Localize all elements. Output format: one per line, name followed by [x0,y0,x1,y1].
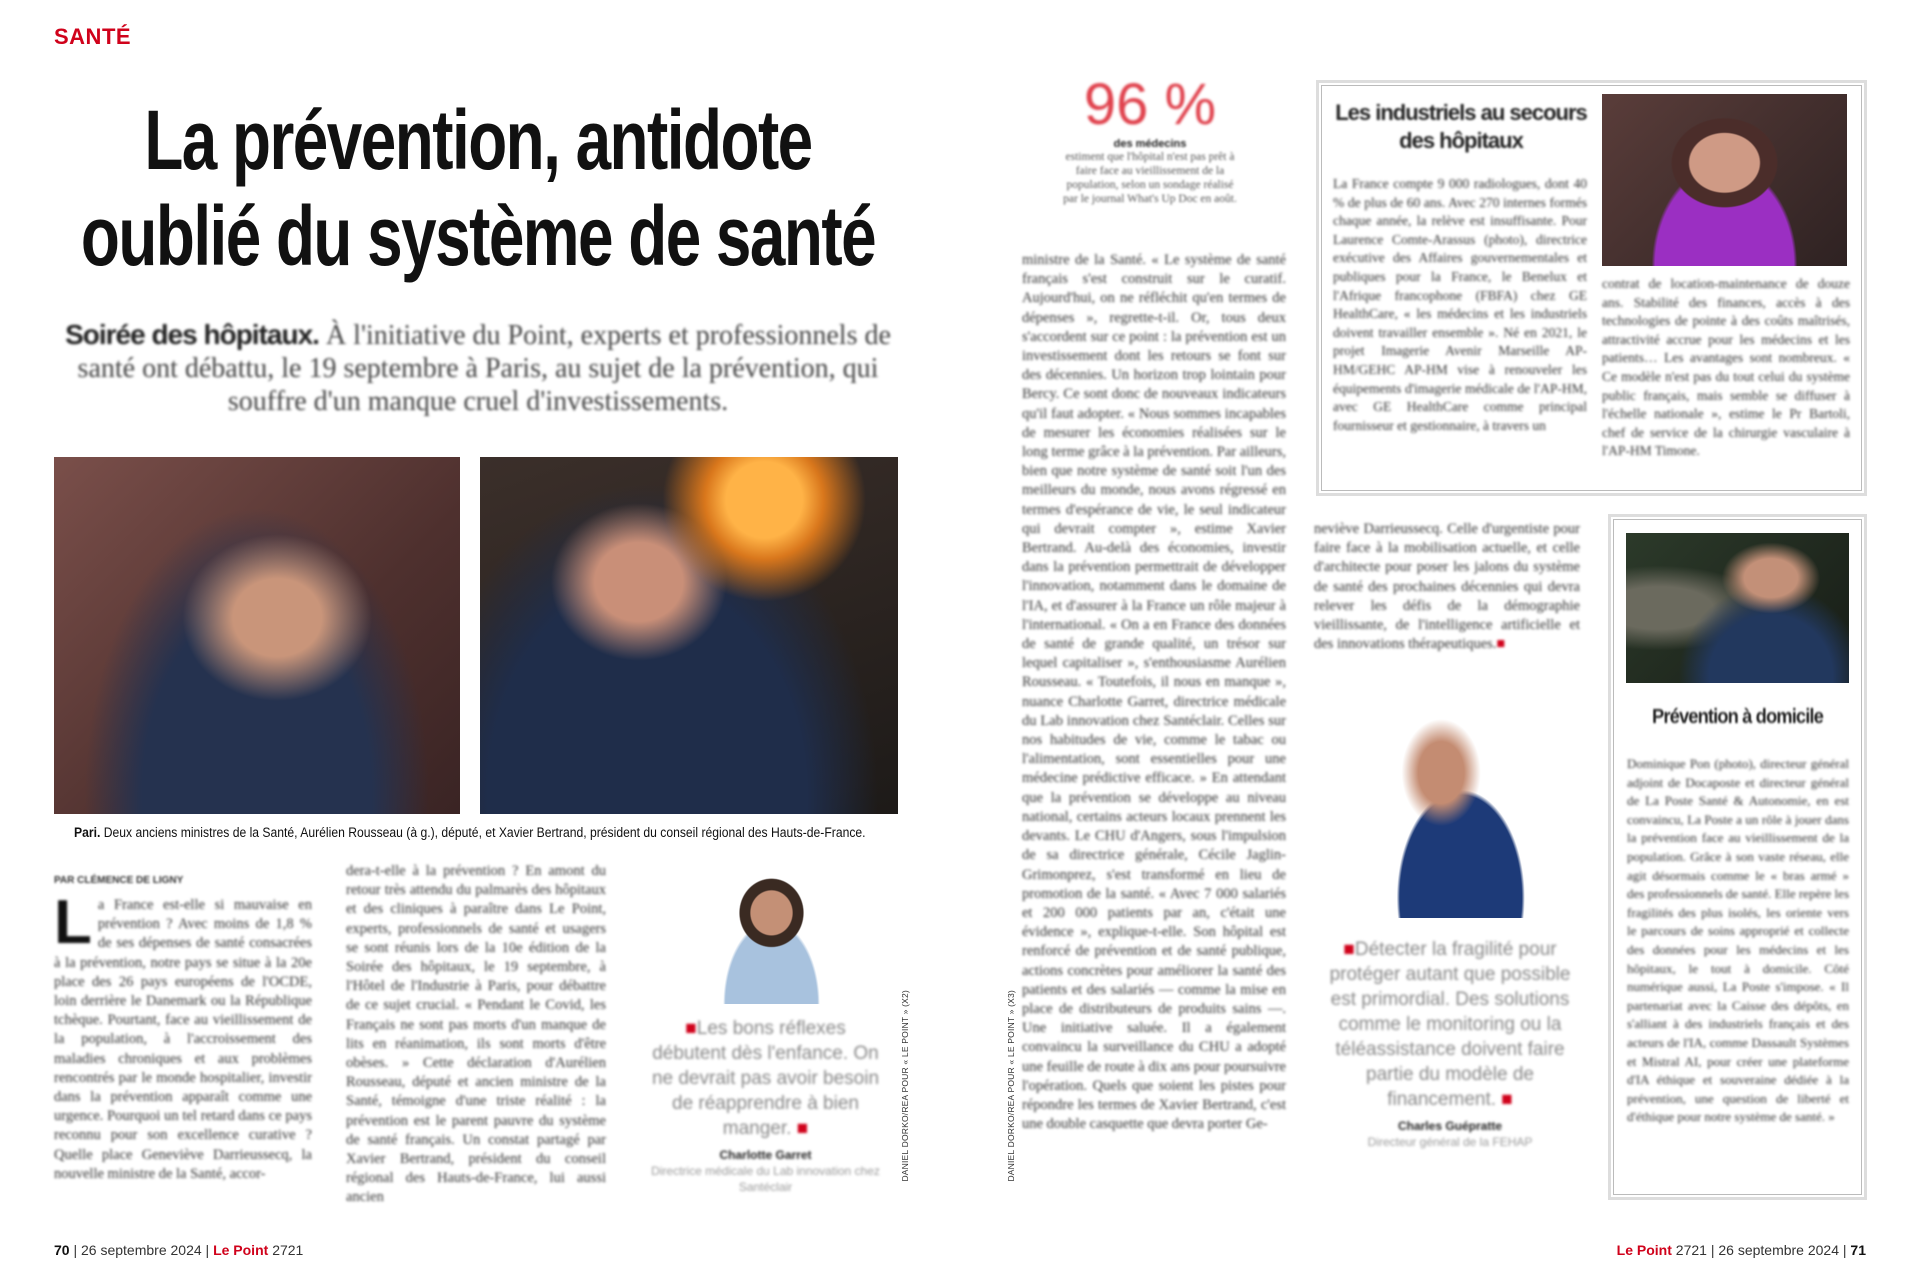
end-mark-icon: ■ [1496,636,1506,653]
folio-left: 70 | 26 septembre 2024 | Le Point 2721 [54,1242,304,1258]
byline: PAR CLÉMENCE DE LIGNY [54,875,184,886]
article-column-1 [54,875,312,1184]
sidebar-heading: Prévention à domicile [1652,706,1823,728]
page-number: 71 [1850,1242,1866,1258]
article-column-3: ministre de la Santé. « Le système de santé français s'est construit sur le curatif. Aujourd'hui, on ne réfléchit qu'en termes de dépenses », regrette-t-il. Or, tous deux s'accordent sur ce point : la prévention est un investissement dont les retours se font sur des décennies. Un horizon trop lointain pour Bercy. Ce sont donc de nouveaux indicateurs qu'il faut adopter. « Nous sommes incapables de mesurer les économies réalisées sur le long terme grâce à la prévention. Par ailleurs, bien que notre système de santé soit l'un des meilleurs du monde, nous avons régressé en termes d'espérance de vie, le seul indicateur qui devrait compter », estime Xavier Bertrand. Au-delà des économies, investir dans la prévention permettrait de développer l'innovation, notamment dans le domaine de l'IA, et d'assurer à la France un rôle majeur à l'international. « On a en France des données de santé de grande qualité, un trésor sur lequel capitaliser », s'enthousiasme Aurélien Rousseau. « Toutefois, il nous en manque », nuance Charlotte Garret, directrice médicale du Lab innovation chez Santéclair. Celles sur nos habitudes de vie, comme le tabac ou l'alimentation, sont essentielles pour une médecine prédictive efficace. » En attendant que la prévention se développe au niveau national, certains acteurs locaux prennent les devants. Le CHU d'Angers, sous l'impulsion de sa directrice générale, Cécile Jaglin-Grimonprez, s'est transformé en lieu de promotion de la santé. « Avec 7 000 salariés et 200 000 patients par an, c'était une évidence », explique-t-elle. Son hôpital est renforcé de prévention et de santé publique, actions concrètes pour améliorer la santé des patients et des salariés — comme la mise en place de distributeurs de produits sains —. Une initiative saluée. Il a également convaincu la surveillance du CHU a adopté une feuille de route à dix ans pour poursuivre l'opération. Quels que soient les pistes pour répondre les termes de Xavier Bertrand, c'est une double casquette que devra porter Ge- [1022,252,1286,1133]
issue-date: 26 septembre 2024 [1718,1242,1839,1258]
folio-right: Le Point 2721 | 26 septembre 2024 | 71 [1616,1242,1866,1258]
sidebar-heading: Les industriels au secours des hôpitaux [1335,100,1587,153]
issue-number: 2721 [1675,1242,1707,1258]
photo-laurence-comte-arassus [1602,94,1847,266]
quote-mark-icon: ■ [1501,1089,1513,1110]
stat-text: estiment que l'hôpital n'est pas prêt à faire face au vieillissement de la population, selon un sondage réalisé par le journal What's Up Doc en août. [1063,151,1237,205]
drop-cap: L [54,888,92,957]
sidebar-text-1: La France compte 9 000 radiologues, dont 40 % de plus de 60 ans. Avec 270 internes formés chaque année, la relève est insuffisante. Pour Laurence Comte-Arassus (photo), directrice exécutive des Affaires gouvernementales et publiques pour la France, le Benelux et l'Afrique francophone (FBFA) chez GE HealthCare, « les médecins et les industriels doivent travailler ensemble ». Né en 2021, le projet Imagerie Avenir Marseille AP-HM/GEHC AP-HM vise à renouveler les équipements d'imagerie médicale de l'AP-HM, avec GE HealthCare comme principal fournisseur et gestionnaire, à travers un [1333,176,1587,433]
standfirst [43,318,913,418]
photo-dominique-pon [1626,533,1849,683]
pull-quote-guepratte [1325,937,1575,1150]
quote-mark-icon: ■ [796,1118,809,1139]
standfirst-text: À l'initiative du Point, experts et professionnels de santé ont débattu, le 19 septembre à Paris, au sujet de la prévention, qui souffre d'un manque cruel d'investissements. [77,320,891,417]
caption-text: Deux anciens ministres de la Santé, Aurélien Rousseau (à g.), député, et Xavier Bertrand, président du conseil régional des Hauts-de-France. [100,825,866,840]
quote-author-role: Directeur général de la FEHAP [1367,1135,1533,1149]
photo-aurelien-rousseau [54,457,460,814]
quote-text: Détecter la fragilité pour protéger autant que possible est primordial. Des solutions comme le monitoring ou la téléassistance doivent faire partie du modèle de financement. [1329,939,1571,1110]
issue-number: 2721 [272,1242,304,1258]
stat-callout [1060,72,1240,206]
quote-author: Charles Guépratte [1397,1119,1503,1133]
stat-label: des médecins [1113,138,1187,150]
quote-mark-icon: ■ [685,1018,697,1039]
photo-xavier-bertrand [480,457,898,814]
caption-lead: Pari. [74,825,101,840]
sidebar-text-2: contrat de location-maintenance de douze ans. Stabilité des finances, accès à des technologies de pointe à des coûts maîtrisés, attractivité accrue pour les médecins et les patients… Les avantages sont nombreux. « Ce modèle n'est pas du tout celui du système public français, mais semble se diffuser à l'échelle nationale », estime le Pr Bartoli, chef de service de la chirurgie vasculaire à l'AP-HM Timone. [1602,276,1850,459]
quote-author-role: Directrice médicale du Lab innovation chez Santéclair [651,1164,880,1194]
sidebar-text: Dominique Pon (photo), directeur général adjoint de Docaposte et directeur général de La Poste Santé & Autonomie, en est convaincu, La Poste a un rôle à jouer dans la prévention face au vieillissement de la population. Grâce à son vaste réseau, elle agit désormais comme le « bras armé » des professionnels de santé. Elle repère les fragilités des plus isolés, les oriente vers le parcours de soins approprié et collecte des données pour les médecins et les hôpitaux, le tout à domicile. Côté numérique aussi, La Poste s'impose. « Il partenariat avec la Caisse des dépôts, en s'alliant à des industriels français et des acteurs de l'IA, comme Dassault Systèmes et Mistral AI, pour créer une plateforme d'IA éthique et souveraine dédiée à la prévention, une question de liberté et d'éthique pour notre système de santé. » [1627,756,1849,1125]
photo-charlotte-garret [686,857,857,1004]
standfirst-lead: Soirée des hôpitaux. [65,319,319,350]
column-text: a France est-elle si mauvaise en prévention ? Avec moins de 1,8 % de ses dépenses de santé consacrées à la prévention, notre pays se situe à la 20e place des 26 pays européens de l'OCDE, loin derrière le Danemark ou la République tchèque. Pourtant, face au vieillissement de la population, à l'accroissement des maladies chroniques et aux problèmes rencontrés par le monde hospitalier, investir dans la prévention apparaît comme une urgence. Pourquoi un tel retard dans ce pays reconnu pour son excellence curative ? Quelle place Geneviève Darrieussecq, la nouvelle ministre de la Santé, accor- [54,897,312,1182]
brand-name: Le Point [1616,1242,1672,1258]
photo-caption [74,825,866,840]
section-rubric: SANTÉ [54,24,132,49]
brand-name: Le Point [213,1242,269,1258]
headline [43,92,913,284]
page-number: 70 [54,1242,70,1258]
article-column-2: dera-t-elle à la prévention ? En amont du retour très attendu du palmarès des hôpitaux et des cliniques à paraître dans Le Point, experts, professionnels de santé et usagers se sont réunis lors de la 10e édition de la Soirée des hôpitaux, le 19 septembre, à l'Hôtel de l'Industrie à Paris, pour débattre de ce sujet crucial. « Pendant le Covid, les Français ne sont pas morts d'un manque de lits en réanimation, ils sont morts d'être obèses. » Cette déclaration d'Aurélien Rousseau, député et ancien ministre de la Santé, témoigne d'une triste réalité : la prévention est le parent pauvre du système de santé français. Un constat partagé par Xavier Bertrand, président du conseil régional des Hauts-de-France, lui aussi ancien [346,863,606,1206]
headline-line-2: oublié du système de santé [80,189,876,283]
stat-value: 96 % [1083,72,1217,137]
column-text: neviève Darrieussecq. Celle d'urgentiste pour faire face à la mobilisation actuelle, et celle d'architecte pour poser les jalons du système de santé des prochaines décennies qui devra relever les défis de la démographie vieillissante, de l'intelligence artificielle et des innovations thérapeutiques. [1314,521,1580,653]
photo-charles-guepratte [1353,716,1549,918]
issue-date: 26 septembre 2024 [81,1242,202,1258]
quote-mark-icon: ■ [1343,939,1355,960]
pull-quote-garret [649,1016,882,1195]
headline-line-1: La prévention, antidote [144,93,812,187]
quote-author: Charlotte Garret [719,1148,812,1162]
quote-text: Les bons réflexes débutent dès l'enfance. On ne devrait pas avoir besoin de réapprendre à bien manger. [651,1018,880,1139]
photo-credit-right: DANIEL DORKO/REA POUR « LE POINT » (X3) [1006,990,1016,1182]
photo-credit-left: DANIEL DORKO/REA POUR « LE POINT » (X2) [900,990,910,1182]
article-column-4 [1314,520,1580,654]
